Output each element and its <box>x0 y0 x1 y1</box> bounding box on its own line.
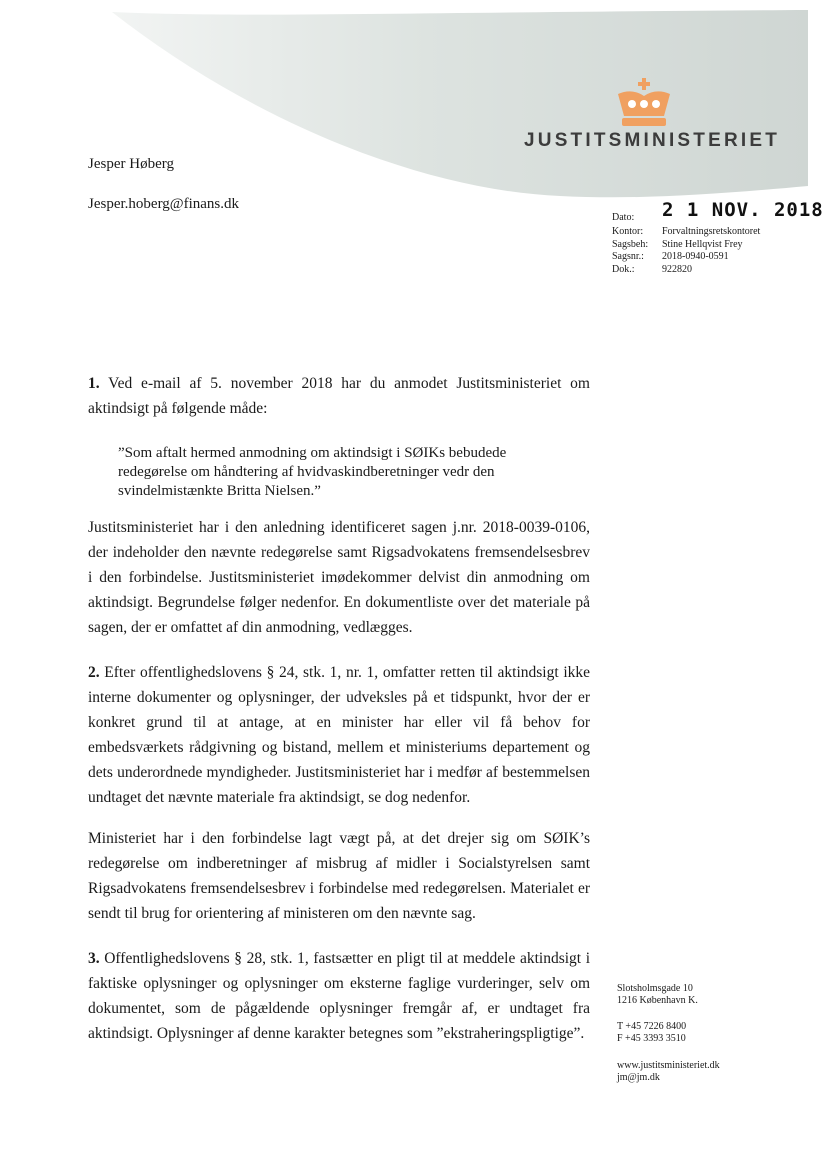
footer-address <box>617 983 698 1007</box>
address-line-1: Slotsholmsgade 10 <box>617 983 693 994</box>
meta-office-value: Forvaltningsretskontoret <box>662 226 761 237</box>
meta-doc-row <box>612 264 824 277</box>
paragraph-1 <box>88 371 590 421</box>
paragraph-5-text: Offentlighedslovens § 28, stk. 1, fastsætter en pligt til at meddele aktindsigt i faktiske oplysninger og oplysninger om eksterne faglige vurderinger, selv om dokumentet, som de pågældende oplysninger fremgår af, er undtaget fra aktindsigt. Oplysninger af denne karakter betegnes som ”ekstraheringspligtige”. <box>88 950 591 1042</box>
paragraph-2-text: Justitsministeriet har i den anledning identificeret sagen j.nr. 2018-0039-0106, der indeholder den nævnte redegørelse samt Rigsadvokatens fremsendelsesbrev i den forbindelse. Justitsministeriet imødekommer delvist din anmodning om aktindsigt. Begrundelse følger nedenfor. En dokumentliste over det materiale på sagen, der er omfattet af din anmodning, vedlægges. <box>88 519 590 636</box>
footer-web-block <box>617 1060 720 1084</box>
meta-date-row <box>612 199 824 226</box>
meta-office-row <box>612 226 824 239</box>
footer-phone-block <box>617 1021 686 1045</box>
website-link[interactable]: www.justitsministeriet.dk <box>617 1060 720 1071</box>
meta-office-label: Kontor: <box>612 226 644 237</box>
paragraph-2 <box>88 515 590 640</box>
recipient-name: Jesper Høberg <box>88 156 174 172</box>
letter-meta <box>612 199 824 276</box>
ministry-name: JUSTITSMINISTERIET <box>524 130 781 151</box>
meta-case-no-label: Sagsnr.: <box>612 251 644 262</box>
meta-caseworker-label: Sagsbeh: <box>612 238 649 250</box>
paragraph-3 <box>88 660 590 810</box>
paragraph-5 <box>88 946 590 1046</box>
address-line-2: 1216 København K. <box>617 995 698 1006</box>
paragraph-4 <box>88 826 590 926</box>
recipient-email: Jesper.hoberg@finans.dk <box>88 196 240 212</box>
date-stamp: 2 1 NOV. 2018 <box>662 199 824 221</box>
crown-logo-icon <box>612 76 676 132</box>
paragraph-3-number: 2. <box>88 664 100 681</box>
meta-caseworker-value: Stine Hellqvist Frey <box>662 238 743 250</box>
paragraph-1-number: 1. <box>88 375 100 392</box>
paragraph-3-text: Efter offentlighedslovens § 24, stk. 1, nr. 1, omfatter retten til aktindsigt ikke interne dokumenter og oplysninger, der udveksles på et tidspunkt, hvor der er konkret grund til at antage, at en minister har eller vil få behov for embedsværkets rådgivning og bistand, mellem et ministeriums departement og dets underordnede myndigheder. Justitsministeriet har i medfør af bestemmelsen undtaget det nævnte materiale fra aktindsigt, se dog nedenfor. <box>88 664 591 806</box>
paragraph-4-text: Ministeriet har i den forbindelse lagt vægt på, at det drejer sig om SØIK’s redegørelse om indberetninger af misbrug af midler i Socialstyrelsen samt Rigsadvokatens fremsendelsesbrev i forbindelse med redegørelsen. Materialet er sendt til brug for orientering af ministeren om den nævnte sag. <box>88 830 590 922</box>
paragraph-1-text: Ved e-mail af 5. november 2018 har du anmodet Justitsministeriet om aktindsigt på følgende måde: <box>88 375 590 417</box>
phone-number: T +45 7226 8400 <box>617 1021 687 1032</box>
meta-date-label: Dato: <box>612 212 635 223</box>
meta-caseworker-row <box>612 239 824 252</box>
paragraph-5-number: 3. <box>88 950 100 967</box>
email-link[interactable]: jm@jm.dk <box>617 1072 660 1083</box>
fax-number: F +45 3393 3510 <box>617 1033 686 1044</box>
meta-case-no-value: 2018-0940-0591 <box>662 251 729 262</box>
meta-case-no-row <box>612 251 824 264</box>
meta-doc-value: 922820 <box>662 263 692 275</box>
request-quote: ”Som aftalt hermed anmodning om aktindsigt i SØIKs bebudede redegørelse om håndtering af hvidvaskindberetninger vedr den svindelmistænkte Britta Nielsen.” <box>118 445 507 499</box>
meta-doc-label: Dok.: <box>612 263 635 275</box>
